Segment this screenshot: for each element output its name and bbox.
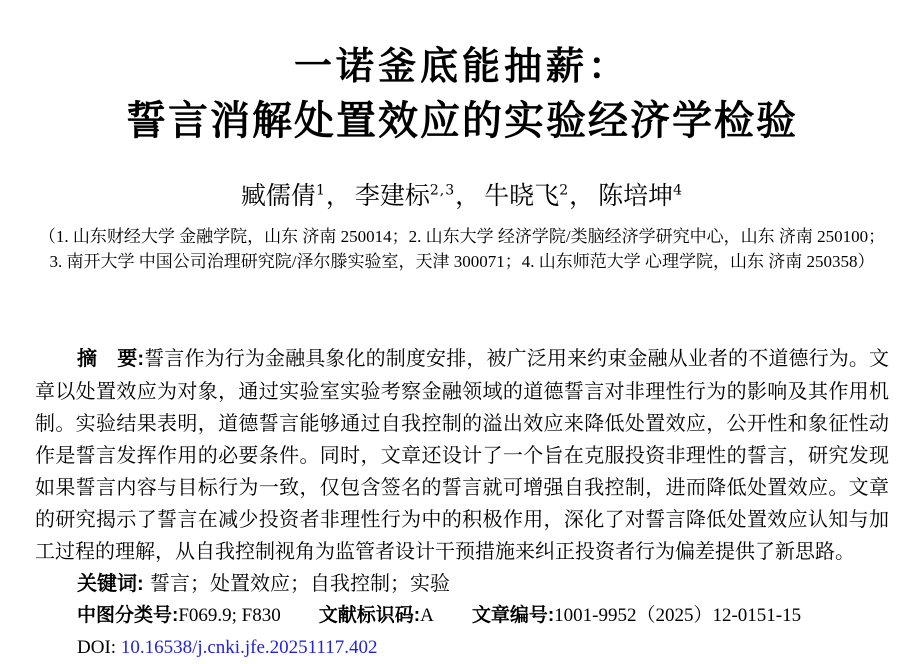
abstract-paragraph	[35, 342, 889, 567]
keywords-text: 誓言；处置效应；自我控制；实验	[150, 571, 451, 595]
author-name: 牛晓飞	[484, 181, 560, 210]
author-superscript: 4	[673, 182, 684, 199]
author-superscript: 2,3	[429, 182, 456, 199]
affiliations-block	[0, 224, 924, 274]
abstract-text: 誓言作为行为金融具象化的制度安排，被广泛用来约束金融从业者的不道德行为。文章以处置效应为对象，通过实验室实验考察金融领域的道德誓言对非理性行为的影响及其作用机制。实验结果表明，道德誓言能够通过自我控制的溢出效应来降低处置效应，公开性和象征性动作是誓言发挥作用的必要条件。同时，文章还设计了一个旨在克服投资非理性的誓言，研究发现如果誓言内容与目标行为一致，仅包含签名的誓言就可增强自我控制，进而降低处置效应。文章的研究揭示了誓言在减少投资者非理性行为中的积极作用，深化了对誓言降低处置效应认知与加工过程的理解，从自我控制视角为监管者设计干预措施来纠正投资者行为偏差提供了新思路。	[35, 346, 889, 563]
doi-line	[35, 632, 889, 664]
author-superscript: 2	[559, 182, 570, 199]
doc-code-label: 文献标识码:	[318, 605, 421, 626]
authors-line	[0, 181, 924, 211]
author-name: 臧儒倩	[240, 181, 316, 210]
meta-line	[35, 600, 889, 632]
doi-label: DOI:	[77, 637, 117, 658]
author-separator: ，	[569, 181, 595, 210]
doc-code-value: A	[420, 605, 434, 626]
keywords-label: 关键词:	[77, 573, 144, 595]
page-title-line-1: 一诺釜底能抽薪：	[293, 43, 630, 88]
author-name: 李建标	[354, 181, 430, 210]
doi-link[interactable]: 10.16538/j.cnki.jfe.20251117.402	[120, 637, 378, 658]
doc-code-group	[319, 605, 434, 626]
affiliation-line-2: 3. 南开大学 中国公司治理研究院/泽尔滕实验室，天津 300071；4. 山东师范大学 心理学院，山东 济南 250358）	[49, 252, 875, 271]
author-separator: ，	[325, 181, 351, 210]
author-separator: ，	[455, 181, 481, 210]
article-id-group	[472, 605, 801, 626]
clc-label: 中图分类号:	[77, 605, 179, 626]
affiliation-line-1: （1. 山东财经大学 金融学院，山东 济南 250014；2. 山东大学 经济学院/类脑经济学研究中心，山东 济南 250100；	[38, 227, 886, 246]
author-superscript: 1	[315, 182, 326, 199]
clc-value: F069.9; F830	[178, 605, 281, 626]
abstract-label: 摘 要:	[77, 348, 145, 370]
keywords-line	[35, 567, 889, 600]
page-title-line-2: 誓言消解处置效应的实验经济学检验	[126, 97, 798, 144]
article-id-value: 1001-9952（2025）12-0151-15	[554, 605, 802, 626]
author-name: 陈培坤	[598, 181, 674, 210]
article-id-label: 文章编号:	[471, 605, 555, 626]
clc-group	[77, 605, 281, 626]
